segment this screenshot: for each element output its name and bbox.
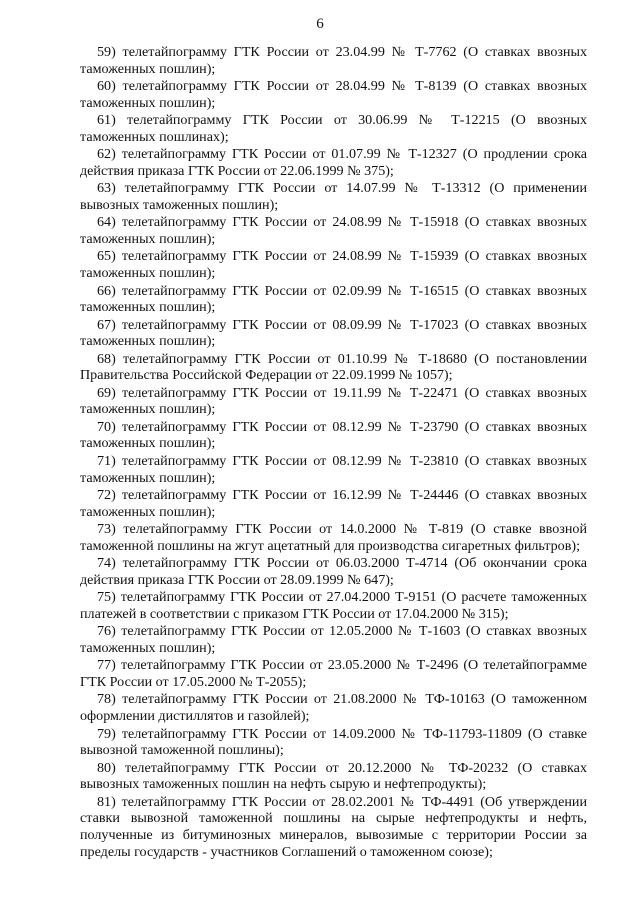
list-item: 77) телетайпограмму ГТК России от 23.05.2000 № Т-2496 (О телетайпограмме ГТК России от 17.05.2000 № Т-2055); xyxy=(80,657,587,690)
list-item: 64) телетайпограмму ГТК России от 24.08.99 № Т-15918 (О ставках ввозных таможенных пошлин); xyxy=(80,214,587,247)
list-item: 81) телетайпограмму ГТК России от 28.02.2001 № ТФ-4491 (Об утверждении ставки вывозной таможенной пошлины на сырые нефтепродукты и нефть, полученные из битуминозных минералов, вывозимые с территории России за пределы государств - участников Соглашений о таможенном союзе); xyxy=(80,793,587,860)
list-item: 73) телетайпограмму ГТК России от 14.0.2000 № Т-819 (О ставке ввозной таможенной пошлины на жгут ацетатный для производства сигаретных фильтров); xyxy=(80,521,587,554)
list-item: 76) телетайпограмму ГТК России от 12.05.2000 № Т-1603 (О ставках ввозных таможенных пошлин); xyxy=(80,623,587,656)
list-item: 80) телетайпограмму ГТК России от 20.12.2000 № ТФ-20232 (О ставках вывозных таможенных пошлин на нефть сырую и нефтепродукты); xyxy=(80,759,587,793)
list-item: 62) телетайпограмму ГТК России от 01.07.99 № Т-12327 (О продлении срока действия приказа ГТК России от 22.06.1999 № 375); xyxy=(80,146,587,179)
list-item: 72) телетайпограмму ГТК России от 16.12.99 № Т-24446 (О ставках ввозных таможенных пошлин); xyxy=(80,487,587,520)
list-item: 60) телетайпограмму ГТК России от 28.04.99 № Т-8139 (О ставках ввозных таможенных пошлин); xyxy=(80,78,587,111)
list-item: 69) телетайпограмму ГТК России от 19.11.99 № Т-22471 (О ставках ввозных таможенных пошлин); xyxy=(80,384,587,418)
list-item: 65) телетайпограмму ГТК России от 24.08.99 № Т-15939 (О ставках ввозных таможенных пошлин); xyxy=(80,248,587,282)
list-item: 71) телетайпограмму ГТК России от 08.12.99 № Т-23810 (О ставках ввозных таможенных пошлин); xyxy=(80,452,587,486)
list-item: 79) телетайпограмму ГТК России от 14.09.2000 № ТФ-11793-11809 (О ставке вывозной таможенной пошлины); xyxy=(80,725,587,759)
list-item: 66) телетайпограмму ГТК России от 02.09.99 № Т-16515 (О ставках ввозных таможенных пошлин); xyxy=(80,282,587,316)
list-item: 61) телетайпограмму ГТК России от 30.06.99 № Т-12215 (О ввозных таможенных пошлинах); xyxy=(80,112,587,145)
list-item: 68) телетайпограмму ГТК России от 01.10.99 № Т-18680 (О постановлении Правительства Российской Федерации от 22.09.1999 № 1057); xyxy=(80,350,587,384)
list-item: 59) телетайпограмму ГТК России от 23.04.99 № Т-7762 (О ставках ввозных таможенных пошлин); xyxy=(80,44,587,77)
decree-list xyxy=(80,44,587,861)
list-item: 78) телетайпограмму ГТК России от 21.08.2000 № ТФ-10163 (О таможенном оформлении дистиллятов и газойлей); xyxy=(80,691,587,725)
list-item: 74) телетайпограмму ГТК России от 06.03.2000 Т-4714 (Об окончании срока действия приказа ГТК России от 28.09.1999 № 647); xyxy=(80,555,587,588)
list-item: 67) телетайпограмму ГТК России от 08.09.99 № Т-17023 (О ставках ввозных таможенных пошлин); xyxy=(80,316,587,350)
list-item: 70) телетайпограмму ГТК России от 08.12.99 № Т-23790 (О ставках ввозных таможенных пошлин); xyxy=(80,418,587,452)
list-item: 63) телетайпограмму ГТК России от 14.07.99 № Т-13312 (О применении вывозных таможенных пошлин); xyxy=(80,180,587,213)
page-number: 6 xyxy=(316,16,324,32)
list-item: 75) телетайпограмму ГТК России от 27.04.2000 Т-9151 (О расчете таможенных платежей в соответствии с приказом ГТК России от 17.04.2000 № 315); xyxy=(80,589,587,622)
